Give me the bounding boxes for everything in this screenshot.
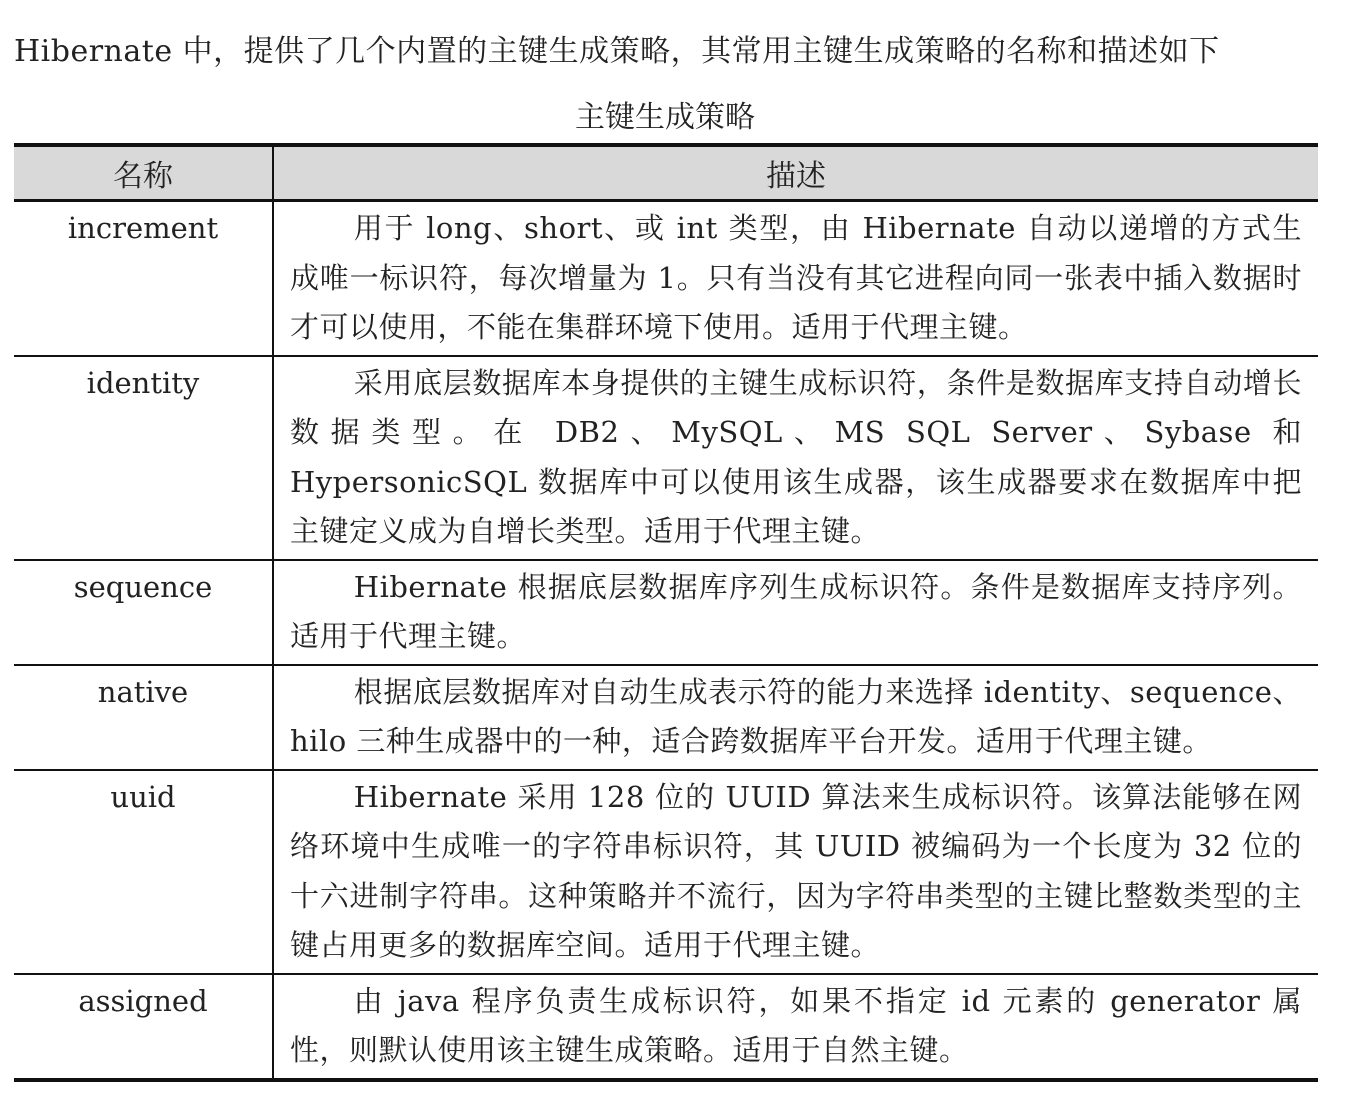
table-row <box>14 665 1318 770</box>
strategy-description: Hibernate 根据底层数据库序列生成标识符。条件是数据库支持序列。适用于代理主键。 <box>273 560 1318 665</box>
strategy-name: assigned <box>14 974 273 1080</box>
strategy-name: identity <box>14 356 273 560</box>
header-description: 描述 <box>273 145 1318 201</box>
intro-paragraph: Hibernate 中，提供了几个内置的主键生成策略，其常用主键生成策略的名称和描述如下 <box>14 34 1220 69</box>
strategy-name: sequence <box>14 560 273 665</box>
table-row <box>14 201 1318 356</box>
strategy-name: native <box>14 665 273 770</box>
strategy-name: increment <box>14 201 273 356</box>
strategy-name: uuid <box>14 770 273 974</box>
table-header-row <box>14 145 1318 201</box>
table-row <box>14 356 1318 560</box>
table-row <box>14 974 1318 1080</box>
strategy-table <box>14 143 1318 1082</box>
table-row <box>14 560 1318 665</box>
strategy-description: 根据底层数据库对自动生成表示符的能力来选择 identity、sequence、hilo 三种生成器中的一种，适合跨数据库平台开发。适用于代理主键。 <box>273 665 1318 770</box>
strategy-description: Hibernate 采用 128 位的 UUID 算法来生成标识符。该算法能够在网络环境中生成唯一的字符串标识符，其 UUID 被编码为一个长度为 32 位的十六进制字符串。这种策略并不流行，因为字符串类型的主键比整数类型的主键占用更多的数据库空间。适用于代理主键。 <box>273 770 1318 974</box>
table-row <box>14 770 1318 974</box>
strategy-description: 用于 long、short、或 int 类型，由 Hibernate 自动以递增的方式生成唯一标识符，每次增量为 1。只有当没有其它进程向同一张表中插入数据时才可以使用，不能在集群环境下使用。适用于代理主键。 <box>273 201 1318 356</box>
strategy-description: 采用底层数据库本身提供的主键生成标识符，条件是数据库支持自动增长数据类型。在 DB2、MySQL、MS SQL Server、Sybase 和 HypersonicSQL 数据库中可以使用该生成器，该生成器要求在数据库中把主键定义成为自增长类型。适用于代理主键。 <box>273 356 1318 560</box>
header-name: 名称 <box>14 145 273 201</box>
table-caption: 主键生成策略 <box>575 100 755 135</box>
strategy-description: 由 java 程序负责生成标识符，如果不指定 id 元素的 generator 属性，则默认使用该主键生成策略。适用于自然主键。 <box>290 983 1302 1067</box>
